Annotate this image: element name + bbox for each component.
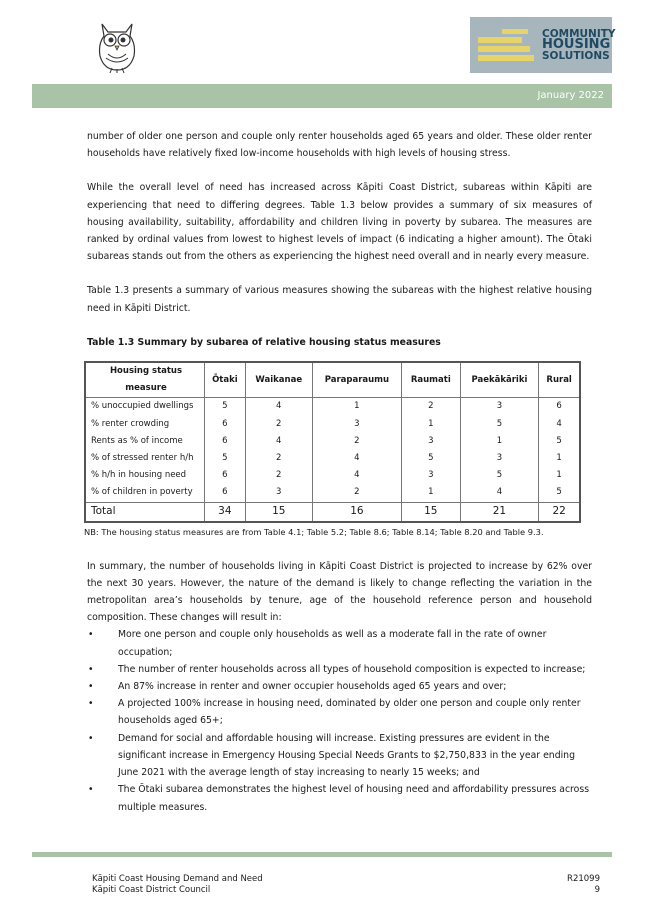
column-header: Paraparaumu <box>312 362 401 398</box>
table-cell: 5 <box>460 467 539 484</box>
table-cell: 5 <box>460 416 539 433</box>
summary-bullet-list <box>87 626 592 815</box>
table-cell: 6 <box>205 416 246 433</box>
table-cell: 16 <box>312 502 401 522</box>
footer-right <box>567 874 600 896</box>
table-cell: 21 <box>460 502 539 522</box>
list-item: • The Ōtaki subarea demonstrates the highest level of housing need and affordability pressures across multiple measures. <box>87 781 592 815</box>
table-row <box>85 484 580 502</box>
table-header-row <box>85 362 580 398</box>
footer-organisation: Kāpiti Coast District Council <box>92 885 211 895</box>
table-cell: 6 <box>205 467 246 484</box>
list-item: • More one person and couple only households as well as a moderate fall in the rate of owner occupation; <box>87 626 592 660</box>
table-cell: Rents as % of income <box>85 433 205 450</box>
paragraph: While the overall level of need has increased across Kāpiti Coast District, subareas within Kāpiti are experiencing that need to differing degrees. Table 1.3 below provides a summary of six measures of housing availability, suitability, affordability and children living in poverty by subarea. The measures are ranked by ordinal values from lowest to highest levels of impact (6 indicating a higher amount). The Ōtaki subareas stands out from the others as experiencing the highest need overall and in nearly every measure. <box>87 182 592 263</box>
table-total-row <box>85 502 580 522</box>
header-band <box>32 84 612 108</box>
table-cell: 4 <box>245 398 312 416</box>
table-cell: 1 <box>539 450 580 467</box>
table-cell: 5 <box>539 484 580 502</box>
table-cell: 6 <box>205 433 246 450</box>
paragraph: number of older one person and couple only renter households aged 65 years and older. These older renter households have relatively fixed low-income households with high levels of housing stress. <box>87 131 592 160</box>
table-cell: 22 <box>539 502 580 522</box>
table-cell: % renter crowding <box>85 416 205 433</box>
table-cell: 1 <box>312 398 401 416</box>
table-cell: 5 <box>539 433 580 450</box>
page-content <box>84 128 592 816</box>
table-cell: 1 <box>539 467 580 484</box>
table-row <box>85 416 580 433</box>
table-row <box>85 467 580 484</box>
table-cell: 3 <box>401 433 460 450</box>
table-title: Table 1.3 Summary by subarea of relative housing status measures <box>87 336 441 348</box>
table-cell: 5 <box>205 450 246 467</box>
logo-wordmark <box>542 29 616 61</box>
table-cell: 1 <box>401 416 460 433</box>
column-header: Ōtaki <box>205 362 246 398</box>
table-cell: 6 <box>539 398 580 416</box>
paragraph: In summary, the number of households living in Kāpiti Coast District is projected to increase by 62% over the next 30 years. However, the nature of the demand is likely to change reflecting the variation in the metropolitan area’s households by tenure, age of the household reference person and household composition. These changes will result in: <box>87 560 592 624</box>
table-cell: % unoccupied dwellings <box>85 398 205 416</box>
table-cell: 5 <box>205 398 246 416</box>
table-cell: 2 <box>401 398 460 416</box>
table-cell: 3 <box>312 416 401 433</box>
community-housing-solutions-logo <box>470 17 616 73</box>
paragraph: Table 1.3 presents a summary of various measures showing the subareas with the highest relative housing need in Kāpiti District. <box>87 285 592 314</box>
table-cell: 4 <box>539 416 580 433</box>
list-item: • A projected 100% increase in housing need, dominated by older one person and couple only renter households aged 65+; <box>87 695 592 729</box>
table-cell: 4 <box>312 467 401 484</box>
report-date: January 2022 <box>537 90 604 101</box>
column-header: Waikanae <box>245 362 312 398</box>
logo-line: HOUSING <box>542 37 611 52</box>
table-cell: Total <box>85 502 205 522</box>
table-cell: 2 <box>312 433 401 450</box>
table-row <box>85 450 580 467</box>
table-note: NB: The housing status measures are from Table 4.1; Table 5.2; Table 8.6; Table 8.14; Table 8.20 and Table 9.3. <box>84 526 544 537</box>
list-item: • The number of renter households across all types of household composition is expected to increase; <box>87 661 592 678</box>
table-cell: 1 <box>401 484 460 502</box>
table-row <box>85 433 580 450</box>
table-cell: 3 <box>460 398 539 416</box>
footer-report-title: Kāpiti Coast Housing Demand and Need <box>92 874 263 884</box>
logo-line: SOLUTIONS <box>542 50 610 62</box>
table-cell: 2 <box>245 467 312 484</box>
footer-left <box>92 874 263 896</box>
footer-report-ref: R21099 <box>567 874 600 884</box>
table-cell: % h/h in housing need <box>85 467 205 484</box>
table-cell: 15 <box>401 502 460 522</box>
table-cell: 4 <box>245 433 312 450</box>
table-cell: 2 <box>245 450 312 467</box>
column-header: Raumati <box>401 362 460 398</box>
table-cell: 4 <box>312 450 401 467</box>
page-number: 9 <box>594 885 600 895</box>
table-cell: 5 <box>401 450 460 467</box>
table-cell: 1 <box>460 433 539 450</box>
table-cell: 3 <box>245 484 312 502</box>
owl-logo-icon <box>92 18 142 74</box>
column-header: Rural <box>539 362 580 398</box>
table-cell: 34 <box>205 502 246 522</box>
table-cell: 4 <box>460 484 539 502</box>
table-cell: 6 <box>205 484 246 502</box>
table-row <box>85 398 580 416</box>
table-cell: 15 <box>245 502 312 522</box>
housing-bars-icon <box>478 27 536 63</box>
table-cell: 3 <box>460 450 539 467</box>
table-cell: % of children in poverty <box>85 484 205 502</box>
footer-band <box>32 852 612 857</box>
table-cell: 2 <box>245 416 312 433</box>
column-header: Housing status measure <box>85 362 205 398</box>
table-cell: 3 <box>401 467 460 484</box>
logo-line: COMMUNITY <box>542 28 616 40</box>
list-item: • Demand for social and affordable housing will increase. Existing pressures are evident in the significant increase in Emergency Housing Special Needs Grants to $2,750,833 in the year ending June 2021 with the average length of stay increasing to nearly 15 weeks; and <box>87 730 592 782</box>
table-cell: % of stressed renter h/h <box>85 450 205 467</box>
column-header: Paekākāriki <box>460 362 539 398</box>
list-item: • An 87% increase in renter and owner occupier households aged 65 years and over; <box>87 678 592 695</box>
table-cell: 2 <box>312 484 401 502</box>
housing-status-table <box>84 361 581 523</box>
